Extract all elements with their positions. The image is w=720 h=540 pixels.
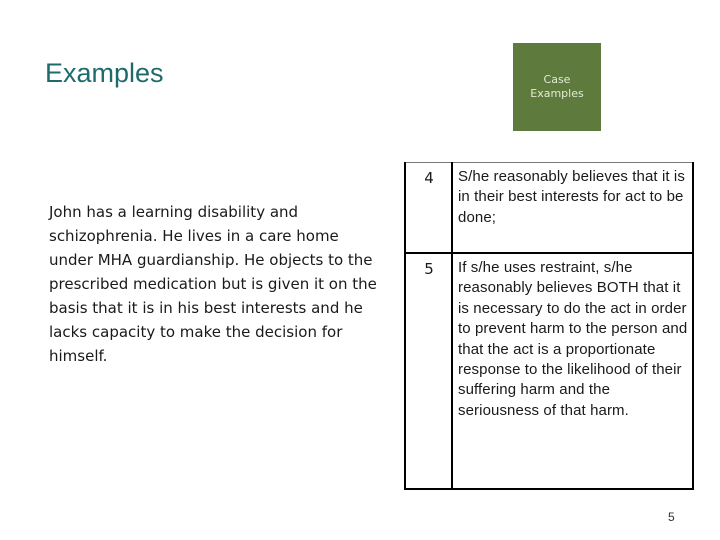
badge-line-2: Examples — [530, 87, 584, 100]
criterion-number: 5 — [405, 253, 452, 489]
criteria-table — [404, 162, 694, 490]
criterion-text: If s/he uses restraint, s/he reasonably believes BOTH that it is necessary to do the act in order to prevent harm to the person and that the act is a proportionate response to the likelihood of their suffering harm and the seriousness of that harm. — [452, 253, 693, 489]
page-number: 5 — [668, 510, 675, 524]
case-examples-badge — [513, 43, 601, 131]
table-row — [405, 163, 693, 254]
case-description: John has a learning disability and schizophrenia. He lives in a care home under MHA guardianship. He objects to the prescribed medication but is given it on the basis that it is in his best interests and he lacks capacity to make the decision for himself. — [49, 203, 377, 365]
badge-line-1: Case — [543, 73, 571, 86]
table-row — [405, 253, 693, 489]
slide-title: Examples — [45, 58, 164, 88]
criterion-text: S/he reasonably believes that it is in their best interests for act to be done; — [452, 163, 693, 254]
criterion-number: 4 — [405, 163, 452, 254]
